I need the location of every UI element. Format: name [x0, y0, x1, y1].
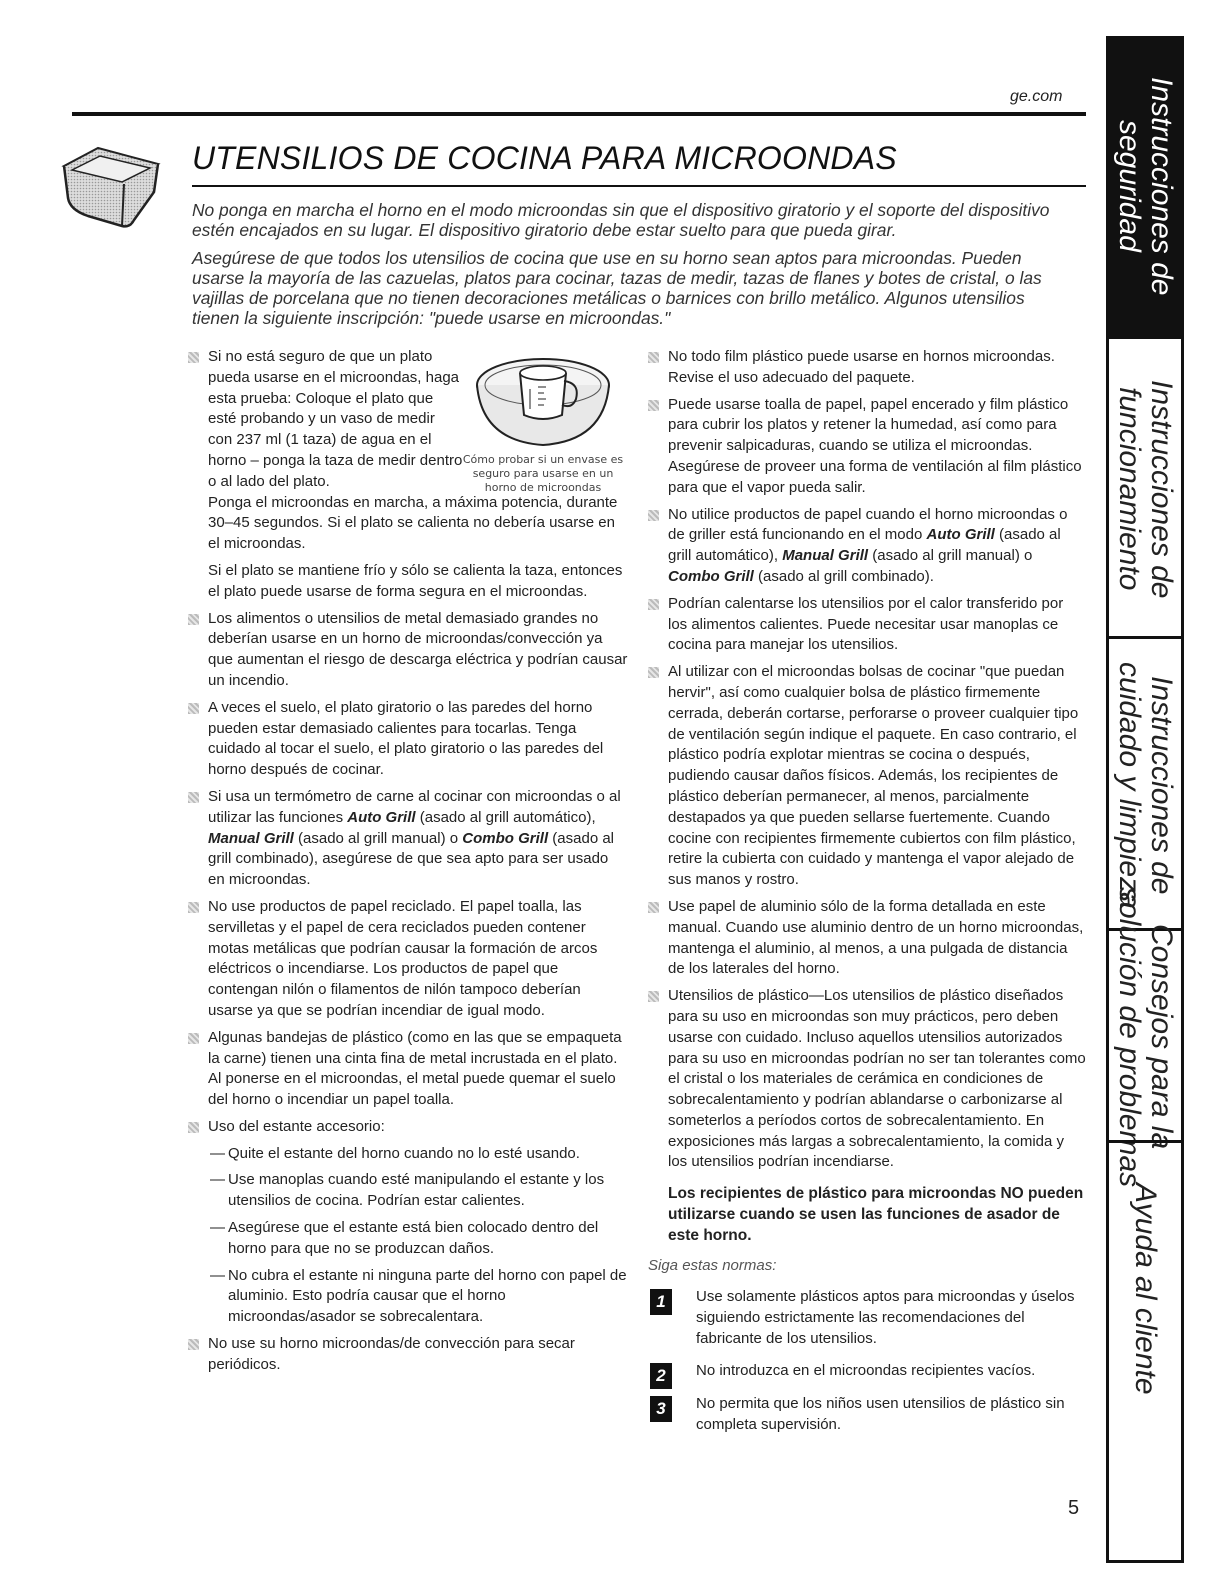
- tab-consumer-support[interactable]: [1109, 1140, 1181, 1560]
- site-url: ge.com: [1010, 88, 1063, 105]
- figure-caption: Cómo probar si un envase es seguro para usarse en un horno de microondas: [462, 453, 624, 494]
- tab-label-line: Instrucciones de: [1145, 76, 1178, 296]
- text-segment: (asado al grill combinado), asegúrese de que sea apto para ser usado en microondas.: [208, 829, 614, 889]
- section-tabs: [1106, 36, 1184, 1563]
- dash-item: [188, 1170, 628, 1212]
- bullet-icon: [648, 991, 659, 1002]
- text-segment: (asado al grill manual) o: [868, 547, 1033, 565]
- page-number: 5: [1068, 1497, 1080, 1519]
- dash-item: [188, 1266, 628, 1328]
- list-item: [188, 609, 628, 692]
- follow-rules-label: Siga estas normas:: [648, 1257, 777, 1275]
- numbered-step: [648, 1287, 1086, 1349]
- list-item: [188, 1334, 628, 1376]
- dash-item: [188, 1218, 628, 1260]
- tab-label-line: Instrucciones de: [1145, 379, 1178, 599]
- mode-name: Auto Grill: [347, 808, 416, 826]
- cookware-dish-icon: [58, 136, 166, 236]
- list-item-text: Algunas bandejas de plástico (como en las que se empaqueta la carne) tienen una cinta fina de metal incrustada en el plato. Al ponerse en el microondas, el metal puede quemar el suelo del horno o incendiar un papel toalla.: [208, 1028, 622, 1109]
- tab-label: [1113, 77, 1177, 295]
- dash-item-text: No cubra el estante ni ninguna parte del horno con papel de aluminio. Esto podría causar que el horno microondas/asador se sobrecalentara.: [228, 1266, 627, 1326]
- tab-label: [1113, 380, 1177, 598]
- text-segment: (asado al grill combinado).: [753, 567, 934, 585]
- dash-item-text: Use manoplas cuando esté manipulando el estante y los utensilios de cocina. Podrían estar calientes.: [228, 1171, 605, 1210]
- page-title: UTENSILIOS DE COCINA PARA MICROONDAS: [192, 140, 897, 176]
- text-segment: (asado al grill automático),: [668, 526, 1061, 565]
- bullet-icon: [648, 400, 659, 411]
- bullet-icon: [648, 902, 659, 913]
- bullet-icon: [648, 510, 659, 521]
- step-number: 1: [650, 1289, 672, 1315]
- list-item-text: Al utilizar con el microondas bolsas de cocinar "que puedan hervir", así como cualquier bolsa de plástico firmemente cerrada, deberán cortarse, perforarse o proveer cualquier tipo de ventilación según indique el paquete. En caso contrario, el plástico podría explotar mientras se cocina o después, pudiendo causar daños físicos. Además, los recipientes de plástico deberían permanecer, al menos, parcialmente destapados ya que pueden sellarse fuertemente. Cuando cocine con recipientes firmemente cubiertos con film plástico, retire la cubierta con cuidado y mantenga el vapor alejado de sus manos y rostro.: [668, 663, 1079, 889]
- bullet-icon: [648, 667, 659, 678]
- list-item: [648, 662, 1086, 891]
- list-item: [648, 897, 1086, 980]
- mode-name: Combo Grill: [462, 829, 549, 847]
- step-text: No introduzca en el microondas recipientes vacíos.: [696, 1362, 1036, 1380]
- tab-label-line: cuidado y limpieza: [1113, 661, 1146, 909]
- left-column: [188, 347, 628, 1382]
- tab-label-line: Consejos para la: [1145, 924, 1178, 1150]
- dash-item: [188, 1144, 628, 1165]
- mode-name: Manual Grill: [208, 829, 294, 847]
- bullet-icon: [648, 352, 659, 363]
- right-column: [648, 347, 1086, 1448]
- numbered-step: [648, 1361, 1086, 1386]
- step-text: No permita que los niños usen utensilios de plástico sin completa supervisión.: [696, 1395, 1065, 1434]
- step-number: 2: [650, 1363, 672, 1389]
- tab-operating[interactable]: [1109, 336, 1181, 639]
- top-rule: [72, 112, 1086, 116]
- bullet-icon: [648, 599, 659, 610]
- dash-mark: —: [210, 1171, 225, 1189]
- tab-label: [1113, 662, 1177, 909]
- tab-safety[interactable]: [1109, 36, 1181, 336]
- bullet-icon: [188, 902, 199, 913]
- bullet-icon: [188, 352, 199, 363]
- mode-name: Auto Grill: [926, 526, 995, 544]
- mode-name: Combo Grill: [668, 567, 754, 585]
- bullet-icon: [188, 1122, 199, 1133]
- list-item: [188, 787, 628, 891]
- list-item-text: Los alimentos o utensilios de metal demasiado grandes no deberían usarse en un horno de microondas/convección ya que aumentan el riesgo de descarga eléctrica y podrían causar un incendio.: [208, 609, 628, 689]
- intro-paragraph-1: No ponga en marcha el horno en el modo microondas sin que el dispositivo giratorio y el soporte del dispositivo estén encajados en su lugar. El dispositivo giratorio debe estar suelto para que pueda girar.: [192, 200, 1050, 240]
- list-item: [188, 347, 628, 555]
- list-item-text-continued: Ponga el microondas en marcha, a máxima potencia, durante 30–45 segundos. Si el plato se calienta no debería usarse en el microondas.: [208, 493, 618, 553]
- text-segment: Si usa un termómetro de carne al cocinar con microondas o al utilizar las funciones: [208, 787, 621, 826]
- list-item-text: Uso del estante accesorio:: [208, 1117, 385, 1135]
- list-item: [188, 897, 628, 1022]
- bullet-icon: [188, 703, 199, 714]
- list-item-text: No use productos de papel reciclado. El papel toalla, las servilletas y el papel de cera reciclados pueden contener motas metálicas que podrían causar la formación de arcos eléctricos o incendiarse. Los productos de papel que contengan nilón o filamentos de nilón tampoco deberían usarse ya que se podrían incendiar de igual modo.: [208, 897, 598, 1019]
- dash-item-text: Asegúrese que el estante está bien colocado dentro del horno para que no se produzcan daños.: [228, 1219, 599, 1257]
- bullet-icon: [188, 1033, 199, 1044]
- mode-name: Manual Grill: [782, 547, 869, 565]
- plastic-warning: Los recipientes de plástico para microondas NO pueden utilizarse cuando se usen las funciones de asador de este horno.: [668, 1185, 1084, 1245]
- text-segment: (asado al grill automático),: [415, 808, 596, 826]
- tab-label-line: Instrucciones de: [1145, 675, 1178, 895]
- intro-paragraph-2: Asegúrese de que todos los utensilios de cocina que use en su horno sean aptos para microondas. Pueden usarse la mayoría de las cazuelas, platos para cocinar, tazas de medir, tazas de flanes y botes de cristal, o las vajillas de porcelana que no tienen decoraciones metálicas o barnices con brillo metálico. Algunos utensilios tienen la siguiente inscripción: "puede usarse en microondas.": [192, 248, 1042, 328]
- list-item: [188, 1117, 628, 1138]
- list-item: [188, 698, 628, 781]
- bullet-icon: [188, 1339, 199, 1350]
- step-text: Use solamente plásticos aptos para microondas y úselos siguiendo estrictamente las recomendaciones del fabricante de los utensilios.: [696, 1288, 1075, 1347]
- list-item-text: Podrían calentarse los utensilios por el calor transferido por los alimentos calientes. Puede necesitar usar manoplas ce cocina para manejar los utensilios.: [668, 594, 1064, 654]
- list-item-text: No todo film plástico puede usarse en hornos microondas. Revise el uso adecuado del paquete.: [668, 348, 1055, 386]
- list-item: [648, 594, 1086, 656]
- list-item: [648, 347, 1086, 389]
- dash-mark: —: [210, 1144, 225, 1162]
- bullet-icon: [188, 792, 199, 803]
- step-number: 3: [650, 1396, 672, 1422]
- tab-label-line: solución de problemas: [1113, 886, 1146, 1188]
- tab-label-line: seguridad: [1113, 120, 1146, 252]
- numbered-step: [648, 1394, 1086, 1436]
- list-item: [648, 505, 1086, 588]
- list-item: [648, 986, 1086, 1173]
- dash-item-text: Quite el estante del horno cuando no lo esté usando.: [228, 1144, 580, 1162]
- list-item-text: No use su horno microondas/de convección para secar periódicos.: [208, 1335, 575, 1373]
- list-item-text: Utensilios de plástico—Los utensilios de plástico diseñados para su uso en microondas son muy prácticos, pero deben usarse con cuidado. Incluso aquellos utensilios autorizados para su uso en microondas podrían no ser tan tolerantes como el cristal o los materiales de cerámica en condiciones de sobrecalentamiento y podrían ablandarse o carbonizarse al someterlos a períodos cortos de sobrecalentamiento. En exposiciones más largas a sobrecalentamiento, la comida y los utensilios podrían incendiarse.: [668, 987, 1086, 1171]
- dash-mark: —: [210, 1266, 225, 1284]
- measuring-cup-in-bowl-icon: [468, 343, 618, 453]
- list-item: [188, 1028, 628, 1111]
- list-item-text: Puede usarse toalla de papel, papel encerado y film plástico para cubrir los platos y retener la humedad, así como para prevenir salpicaduras, cuando se utiliza el microondas. Asegúrese de proveer una forma de ventilación al film plástico para que el vapor pueda salir.: [668, 395, 1082, 496]
- bullet-icon: [188, 614, 199, 625]
- list-item: [648, 395, 1086, 499]
- text-segment: No utilice productos de papel cuando el horno microondas o de griller está funcionando en el modo: [668, 505, 1068, 544]
- list-item-text: Si no está seguro de que un plato pueda usarse en el microondas, haga esta prueba: Coloque el plato que esté probando y un vaso de medir con 237 ml (1 taza) de agua en el horno – ponga la taza de medir dentro o al lado del plato.: [208, 348, 463, 490]
- text-segment: (asado al grill manual) o: [293, 829, 463, 847]
- tab-label: Ayuda al cliente: [1129, 1183, 1162, 1395]
- tab-label-line: funcionamiento: [1113, 387, 1146, 591]
- title-rule: [192, 185, 1086, 187]
- dash-mark: —: [210, 1219, 225, 1237]
- list-item-text: Use papel de aluminio sólo de la forma detallada en este manual. Cuando use aluminio dentro de un horno microondas, mantenga el aluminio, al menos, a una pulgada de distancia de los laterales del horno.: [668, 897, 1084, 978]
- test-figure: [458, 343, 628, 495]
- tab-troubleshooting[interactable]: [1109, 886, 1181, 1188]
- list-item-text: A veces el suelo, el plato giratorio o las paredes del horno pueden estar demasiado calientes para tocarlas. Tenga cuidado al tocar el suelo, el plato giratorio o las paredes del horno después de cocinar.: [208, 698, 604, 779]
- paragraph: Si el plato se mantiene frío y sólo se calienta la taza, entonces el plato puede usarse de forma segura en el microondas.: [208, 561, 623, 600]
